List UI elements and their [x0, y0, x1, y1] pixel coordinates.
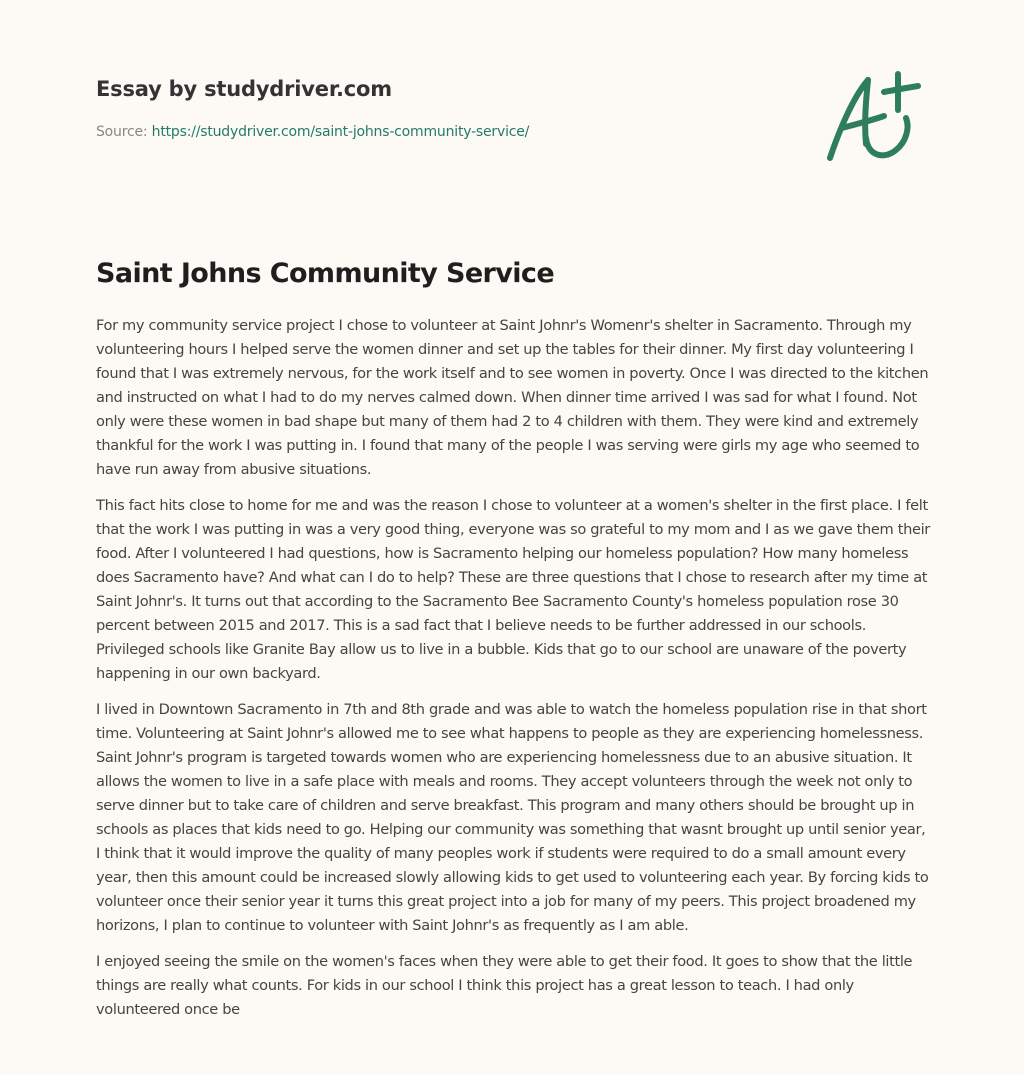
essay-paragraph: This fact hits close to home for me and was the reason I chose to volunteer at a women's shelter in the first place. I felt that the work I was putting in was a very good thing, everyone was so grateful to my mom and I as we gave them their food. After I volunteered I had questions, how is Sacramento helping our homeless population? How many homeless does Sacramento have? And what can I do to help? These are three questions that I chose to research after my time at Saint Johnr's. It turns out that according to the Sacramento Bee Sacramento County's homeless population rose 30 percent between 2015 and 2017. This is a sad fact that I believe needs to be further addressed in our schools. Privileged schools like Granite Bay allow us to live in a bubble. Kids that go to our school are unaware of the poverty happening in our own backyard. — [96, 497, 930, 682]
source-link[interactable]: https://studydriver.com/saint-johns-community-service/ — [151, 124, 530, 140]
essay-header — [96, 74, 928, 142]
essay-body — [96, 314, 932, 1034]
essay-paragraph: I lived in Downtown Sacramento in 7th and 8th grade and was able to watch the homeless population rise in that short time. Volunteering at Saint Johnr's allowed me to see what happens to people as they are experiencing homelessness. Saint Johnr's program is targeted towards women who are experiencing homelessness due to an abusive situation. It allows the women to live in a safe place with meals and rooms. They accept volunteers through the week not only to serve dinner but to take care of children and serve breakfast. This program and many others should be brought up in schools as places that kids need to go. Helping our community was something that wasnt brought up until senior year, I think that it would improve the quality of many peoples work if students were required to do a small amount every year, then this amount could be increased slowly allowing kids to get used to volunteering each year. By forcing kids to volunteer once their senior year it turns this great project into a job for many of my peers. This project broadened my horizons, I plan to continue to volunteer with Saint Johnr's as frequently as I am able. — [96, 701, 929, 934]
source-label: Source: — [96, 124, 148, 140]
essay-title: Saint Johns Community Service — [96, 258, 555, 289]
site-title: Essay by studydriver.com — [96, 77, 392, 101]
essay-paragraph: I enjoyed seeing the smile on the women's faces when they were able to get their food. It goes to show that the little things are really what counts. For kids in our school I think this project has a great lesson to teach. I had only volunteered once be — [96, 953, 913, 1018]
a-plus-grade-icon — [822, 66, 928, 166]
essay-paragraph: For my community service project I chose to volunteer at Saint Johnr's Womenr's shelter in Sacramento. Through my volunteering hours I helped serve the women dinner and set up the tables for their dinner. My first day volunteering I found that I was extremely nervous, for the work itself and to see women in poverty. Once I was directed to the kitchen and instructed on what I had to do my nerves calmed down. When dinner time arrived I was sad for what I found. Not only were these women in bad shape but many of them had 2 to 4 children with them. They were kind and extremely thankful for the work I was putting in. I found that many of the people I was serving were girls my age who seemed to have run away from abusive situations. — [96, 317, 929, 478]
source-line — [96, 122, 928, 142]
